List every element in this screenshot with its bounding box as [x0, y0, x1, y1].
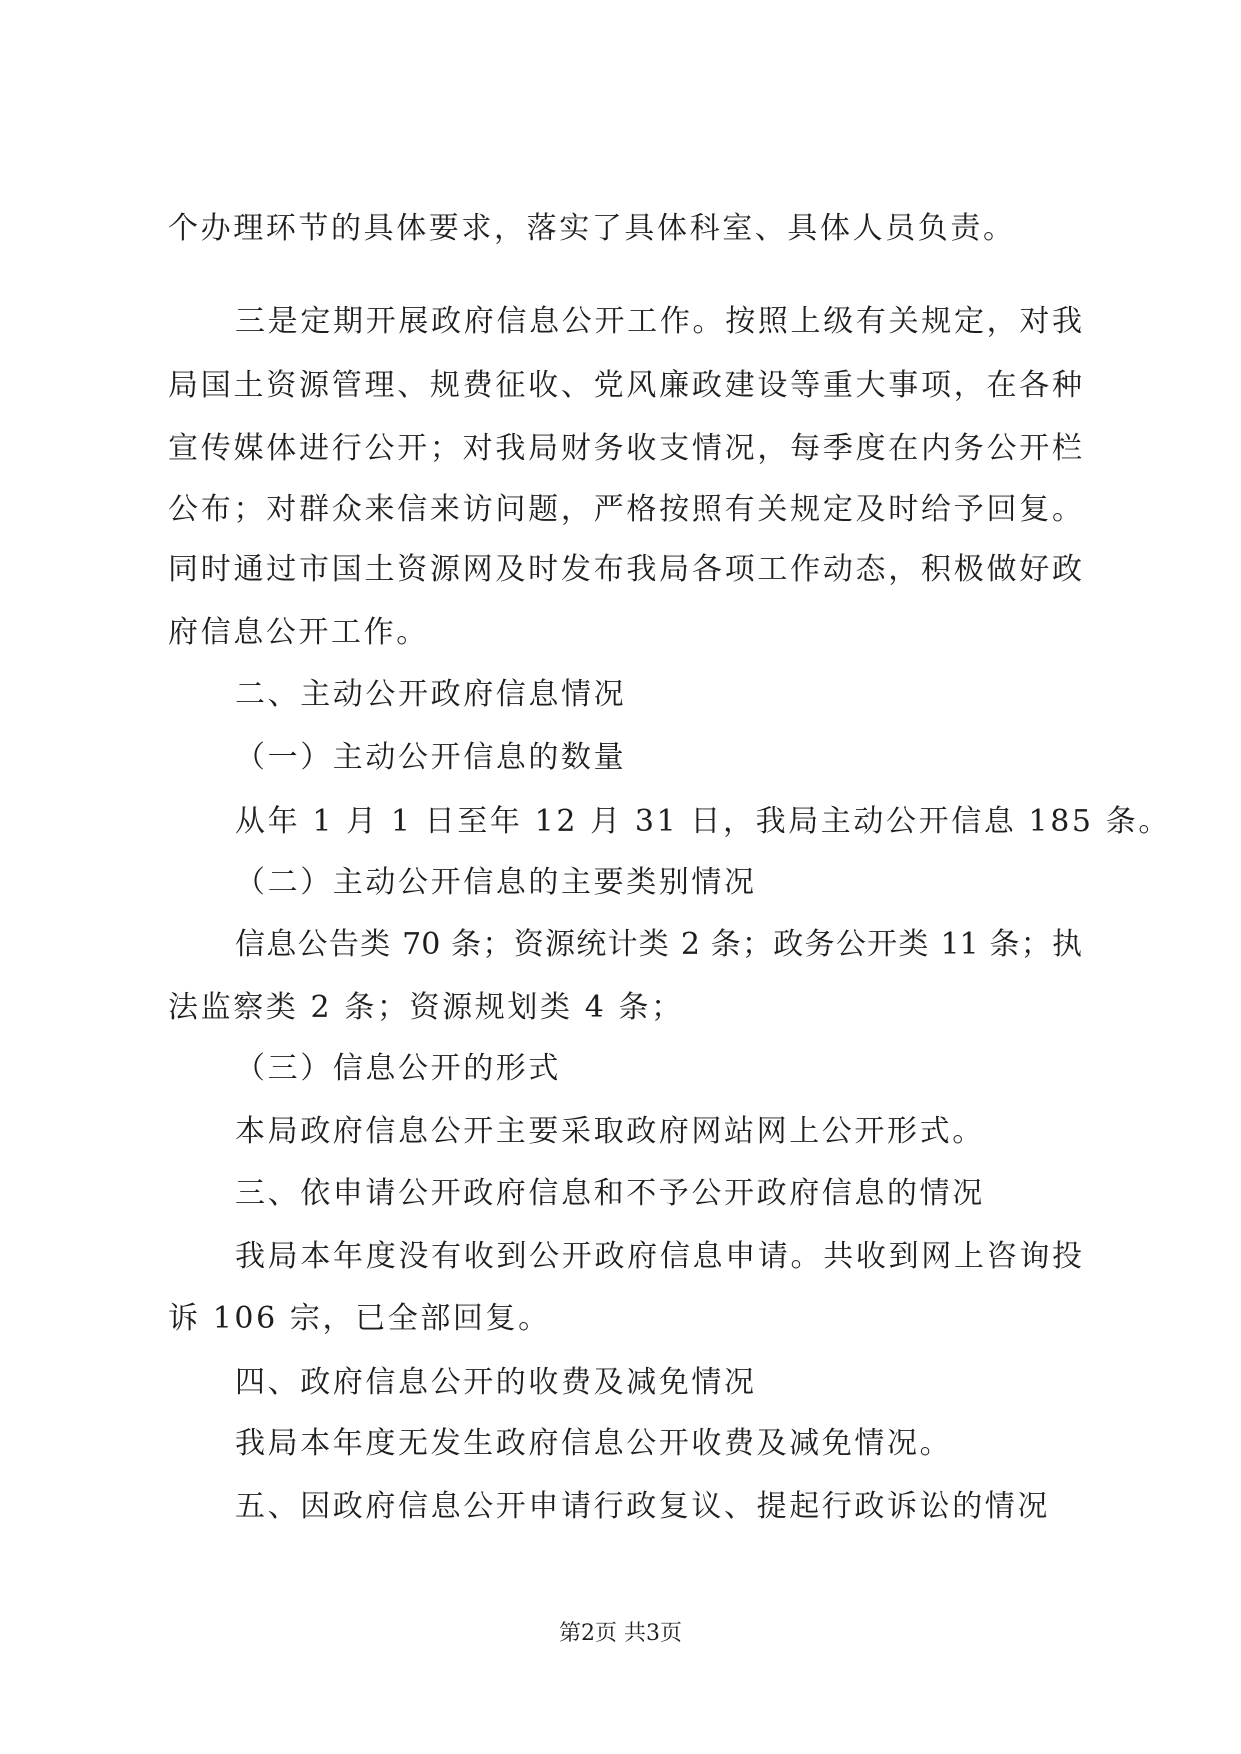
- text-line: 宣传媒体进行公开；对我局财务收支情况，每季度在内务公开栏: [168, 431, 1082, 466]
- text-line: 信息公告类 70 条；资源统计类 2 条；政务公开类 11 条；执: [235, 927, 1082, 962]
- text-line: 诉 106 宗，已全部回复。: [168, 1301, 551, 1336]
- text-line: 公布；对群众来信来访问题，严格按照有关规定及时给予回复。: [168, 492, 1082, 527]
- subsection-heading: （一）主动公开信息的数量: [235, 740, 627, 775]
- section-heading: 三、依申请公开政府信息和不予公开政府信息的情况: [235, 1176, 985, 1211]
- subsection-heading: （二）主动公开信息的主要类别情况: [235, 865, 757, 900]
- text-line: 局国土资源管理、规费征收、党风廉政建设等重大事项，在各种: [168, 368, 1082, 403]
- text-line: 个办理环节的具体要求，落实了具体科室、具体人员负责。: [168, 211, 1016, 246]
- text-line: 同时通过市国土资源网及时发布我局各项工作动态，积极做好政: [168, 552, 1082, 587]
- text-line: 我局本年度没有收到公开政府信息申请。共收到网上咨询投: [235, 1239, 1082, 1274]
- text-line: 府信息公开工作。: [168, 615, 429, 650]
- text-line: 本局政府信息公开主要采取政府网站网上公开形式。: [235, 1114, 985, 1149]
- text-line: 我局本年度无发生政府信息公开收费及减免情况。: [235, 1426, 953, 1461]
- page-number-footer: 第2页 共3页: [559, 1621, 682, 1646]
- section-heading: 二、主动公开政府信息情况: [235, 677, 627, 712]
- text-line: 法监察类 2 条；资源规划类 4 条；: [168, 990, 684, 1025]
- subsection-heading: （三）信息公开的形式: [235, 1051, 561, 1086]
- section-heading: 五、因政府信息公开申请行政复议、提起行政诉讼的情况: [235, 1489, 1050, 1524]
- text-line: 从年 1 月 1 日至年 12 月 31 日，我局主动公开信息 185 条。: [235, 804, 1171, 839]
- text-line: 三是定期开展政府信息公开工作。按照上级有关规定，对我: [235, 304, 1082, 339]
- section-heading: 四、政府信息公开的收费及减免情况: [235, 1365, 757, 1400]
